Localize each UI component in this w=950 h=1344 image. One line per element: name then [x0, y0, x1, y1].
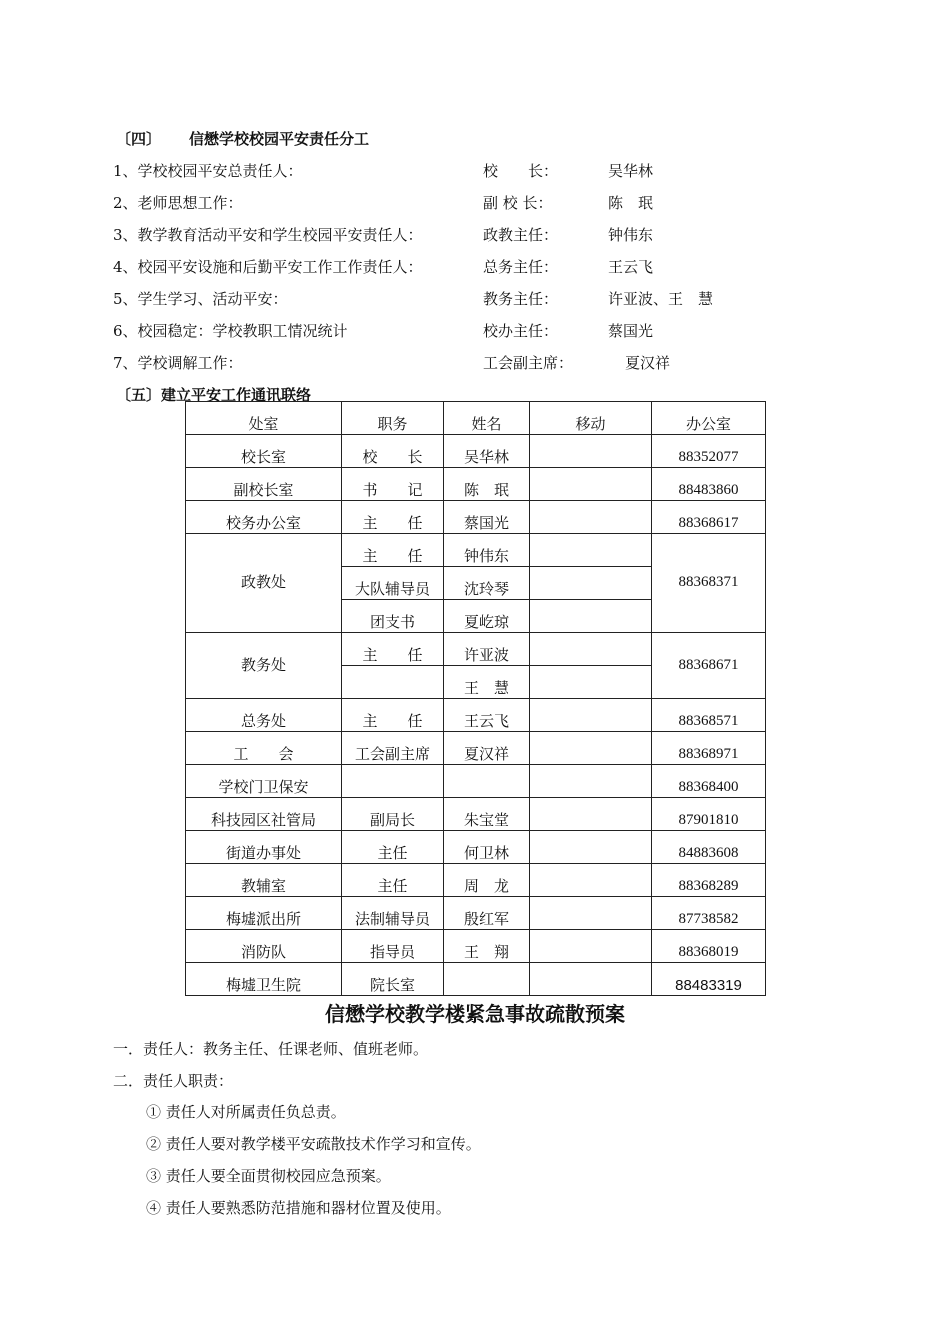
mobile-cell — [530, 468, 652, 501]
mobile-cell — [530, 699, 652, 732]
responsibility-item-role: 政教主任： — [483, 226, 559, 244]
mobile-cell — [530, 567, 652, 600]
header-mobile: 移动 — [530, 402, 652, 435]
name-cell: 陈 珉 — [444, 468, 530, 501]
phone-cell: 88368671 — [652, 633, 766, 699]
responsibility-item-text: 3、教学教育活动平安和学生校园平安责任人： — [113, 226, 423, 244]
table-row — [186, 468, 766, 501]
contacts-table — [185, 401, 766, 996]
phone-cell: 88368971 — [652, 732, 766, 765]
office-cell: 政教处 — [186, 534, 342, 633]
name-cell: 王 慧 — [444, 666, 530, 699]
responsibility-item-role: 工会副主席： — [483, 354, 574, 372]
section4-heading — [116, 128, 161, 149]
table-row — [186, 534, 766, 567]
mobile-cell — [530, 666, 652, 699]
responsibility-item-role: 总务主任： — [483, 258, 559, 276]
name-cell: 蔡国光 — [444, 501, 530, 534]
position-cell: 主 任 — [342, 501, 444, 534]
position-cell: 主任 — [342, 864, 444, 897]
name-cell: 沈玲琴 — [444, 567, 530, 600]
mobile-cell — [530, 765, 652, 798]
phone-cell: 88368289 — [652, 864, 766, 897]
position-cell: 主 任 — [342, 534, 444, 567]
table-row — [186, 798, 766, 831]
plan-duties-heading: 二．责任人职责： — [113, 1072, 234, 1090]
mobile-cell — [530, 798, 652, 831]
mobile-cell — [530, 897, 652, 930]
responsibility-item-role: 教务主任： — [483, 290, 559, 308]
table-row — [186, 699, 766, 732]
phone-cell: 88368371 — [652, 534, 766, 633]
section4-heading-number: 〔四〕 — [116, 130, 162, 148]
office-cell: 街道办事处 — [186, 831, 342, 864]
responsibility-item-text: 6、校园稳定：学校教职工情况统计 — [113, 322, 348, 340]
position-cell — [342, 765, 444, 798]
name-cell: 夏屹琼 — [444, 600, 530, 633]
position-cell: 主 任 — [342, 633, 444, 666]
responsibility-item-text: 1、学校校园平安总责任人： — [113, 162, 303, 180]
responsibility-item-text: 2、老师思想工作： — [113, 194, 243, 212]
position-cell: 团支书 — [342, 600, 444, 633]
phone-cell: 88368617 — [652, 501, 766, 534]
responsibility-item-name: 蔡国光 — [608, 322, 654, 340]
table-row — [186, 897, 766, 930]
office-cell: 副校长室 — [186, 468, 342, 501]
position-cell: 院长室 — [342, 963, 444, 996]
plan-responsible-line: 一．责任人：教务主任、任课老师、值班老师。 — [113, 1040, 429, 1058]
position-cell: 主 任 — [342, 699, 444, 732]
table-row — [186, 831, 766, 864]
table-row — [186, 963, 766, 996]
office-cell: 学校门卫保安 — [186, 765, 342, 798]
responsibility-item-name: 钟伟东 — [608, 226, 654, 244]
position-cell: 主任 — [342, 831, 444, 864]
table-header-row — [186, 402, 766, 435]
mobile-cell — [530, 600, 652, 633]
phone-cell: 88352077 — [652, 435, 766, 468]
table-row — [186, 633, 766, 666]
section5-heading: 〔五〕建立平安工作通讯联络 — [116, 386, 312, 404]
position-cell: 副局长 — [342, 798, 444, 831]
position-cell: 工会副主席 — [342, 732, 444, 765]
name-cell: 吴华林 — [444, 435, 530, 468]
office-cell: 校长室 — [186, 435, 342, 468]
name-cell: 王云飞 — [444, 699, 530, 732]
responsibility-item-text: 7、学校调解工作： — [113, 354, 243, 372]
office-cell: 梅墟派出所 — [186, 897, 342, 930]
office-cell: 总务处 — [186, 699, 342, 732]
phone-cell: 88368571 — [652, 699, 766, 732]
mobile-cell — [530, 732, 652, 765]
office-cell: 消防队 — [186, 930, 342, 963]
header-office: 处室 — [186, 402, 342, 435]
header-position: 职务 — [342, 402, 444, 435]
responsibility-item-name: 许亚波、王 慧 — [608, 290, 714, 308]
name-cell: 何卫林 — [444, 831, 530, 864]
phone-cell: 88368019 — [652, 930, 766, 963]
phone-cell: 88483319 — [652, 963, 766, 996]
mobile-cell — [530, 864, 652, 897]
position-cell: 法制辅导员 — [342, 897, 444, 930]
name-cell: 夏汉祥 — [444, 732, 530, 765]
position-cell — [342, 666, 444, 699]
table-row — [186, 732, 766, 765]
responsibility-item-name: 王云飞 — [608, 258, 654, 276]
phone-cell: 84883608 — [652, 831, 766, 864]
position-cell: 书 记 — [342, 468, 444, 501]
phone-cell: 88368400 — [652, 765, 766, 798]
mobile-cell — [530, 435, 652, 468]
name-cell: 殷红军 — [444, 897, 530, 930]
mobile-cell — [530, 633, 652, 666]
position-cell: 指导员 — [342, 930, 444, 963]
office-cell: 教辅室 — [186, 864, 342, 897]
responsibility-item-text: 4、校园平安设施和后勤平安工作工作责任人： — [113, 258, 423, 276]
header-name: 姓名 — [444, 402, 530, 435]
responsibility-item-name: 吴华林 — [608, 162, 654, 180]
name-cell: 王 翔 — [444, 930, 530, 963]
responsibility-item-role: 校办主任： — [483, 322, 559, 340]
duty-item: ③ 责任人要全面贯彻校园应急预案。 — [146, 1167, 391, 1185]
table-row — [186, 501, 766, 534]
position-cell: 大队辅导员 — [342, 567, 444, 600]
name-cell — [444, 765, 530, 798]
office-cell: 梅墟卫生院 — [186, 963, 342, 996]
name-cell: 许亚波 — [444, 633, 530, 666]
duty-item: ① 责任人对所属责任负总责。 — [146, 1103, 346, 1121]
name-cell: 朱宝堂 — [444, 798, 530, 831]
phone-cell: 87738582 — [652, 897, 766, 930]
position-cell: 校 长 — [342, 435, 444, 468]
office-cell: 校务办公室 — [186, 501, 342, 534]
plan-title: 信懋学校教学楼紧急事故疏散预案 — [325, 1002, 625, 1026]
table-row — [186, 435, 766, 468]
duty-item: ④ 责任人要熟悉防范措施和器材位置及使用。 — [146, 1199, 451, 1217]
responsibility-item-role: 副 校 长： — [483, 194, 553, 212]
mobile-cell — [530, 831, 652, 864]
header-phone: 办公室 — [652, 402, 766, 435]
office-cell: 科技园区社管局 — [186, 798, 342, 831]
table-row — [186, 864, 766, 897]
table-row — [186, 765, 766, 798]
name-cell — [444, 963, 530, 996]
mobile-cell — [530, 534, 652, 567]
table-row — [186, 930, 766, 963]
responsibility-item-role: 校 长： — [483, 162, 559, 180]
mobile-cell — [530, 963, 652, 996]
responsibility-item-name: 夏汉祥 — [625, 354, 671, 372]
name-cell: 钟伟东 — [444, 534, 530, 567]
office-cell: 工 会 — [186, 732, 342, 765]
responsibility-item-name: 陈 珉 — [608, 194, 654, 212]
phone-cell: 87901810 — [652, 798, 766, 831]
phone-cell: 88483860 — [652, 468, 766, 501]
section4-heading-title: 信懋学校校园平安责任分工 — [189, 130, 370, 148]
duty-item: ② 责任人要对教学楼平安疏散技术作学习和宣传。 — [146, 1135, 481, 1153]
mobile-cell — [530, 501, 652, 534]
responsibility-item-text: 5、学生学习、活动平安： — [113, 290, 288, 308]
mobile-cell — [530, 930, 652, 963]
name-cell: 周 龙 — [444, 864, 530, 897]
office-cell: 教务处 — [186, 633, 342, 699]
